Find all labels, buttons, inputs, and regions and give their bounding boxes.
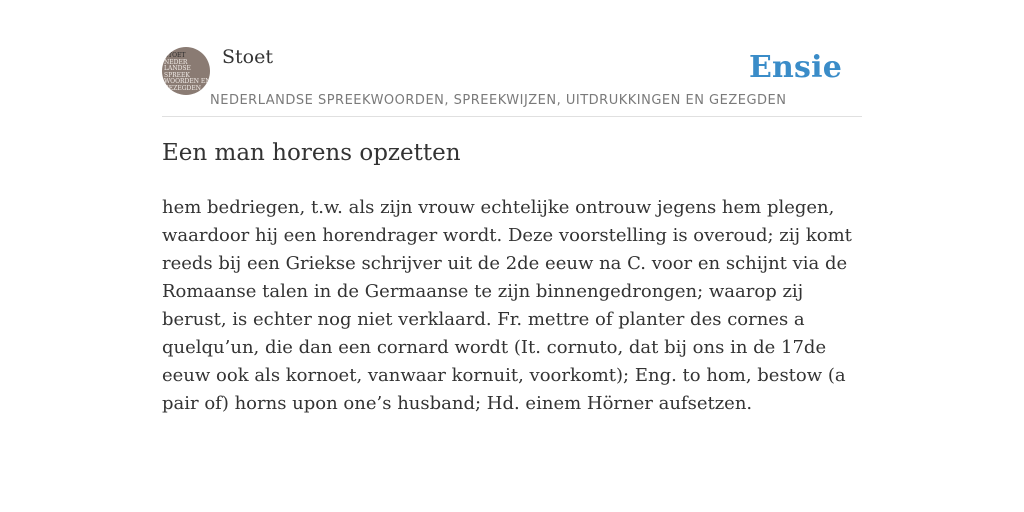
source-subtitle: NEDERLANDSE SPREEKWOORDEN, SPREEKWIJZEN, UITDRUKKINGEN EN GEZEGDEN xyxy=(210,93,787,108)
avatar-line: NEDER xyxy=(164,59,188,66)
avatar-line: SPREEK xyxy=(164,71,190,79)
source-avatar[interactable] xyxy=(162,47,210,95)
ensie-logo[interactable]: Ensie xyxy=(748,50,842,85)
avatar-caption: STOET xyxy=(164,52,186,59)
entry-card xyxy=(162,0,862,512)
source-name[interactable]: Stoet xyxy=(222,46,273,68)
avatar-line: LANDSE xyxy=(164,65,191,73)
avatar-line: WOORDEN EN xyxy=(164,78,210,86)
entry-title: Een man horens opzetten xyxy=(162,140,461,166)
entry-definition: hem bedriegen, t.w. als zijn vrouw echtelijke ontrouw jegens hem plegen, waardoor hij een horendrager wordt. Deze voorstelling is overoud; zij komt reeds bij een Griekse schrijver uit de 2de eeuw na C. voor en schijnt via de Romaanse talen in de Germaanse te zijn binnengedrongen; waarop zij berust, is echter nog niet verklaard. Fr. mettre of planter des cornes a quelqu’un, die dan een cornard wordt (It. cornuto, dat bij ons in de 17de eeuw ook als kornoet, vanwaar kornuit, voorkomt); Eng. to hom, bestow (a pair of) horns upon one’s husband; Hd. einem Hörner aufsetzen. xyxy=(162,197,852,414)
source-header xyxy=(162,46,862,117)
avatar-line: GEZEGDEN xyxy=(164,84,201,92)
avatar-text xyxy=(164,60,210,92)
